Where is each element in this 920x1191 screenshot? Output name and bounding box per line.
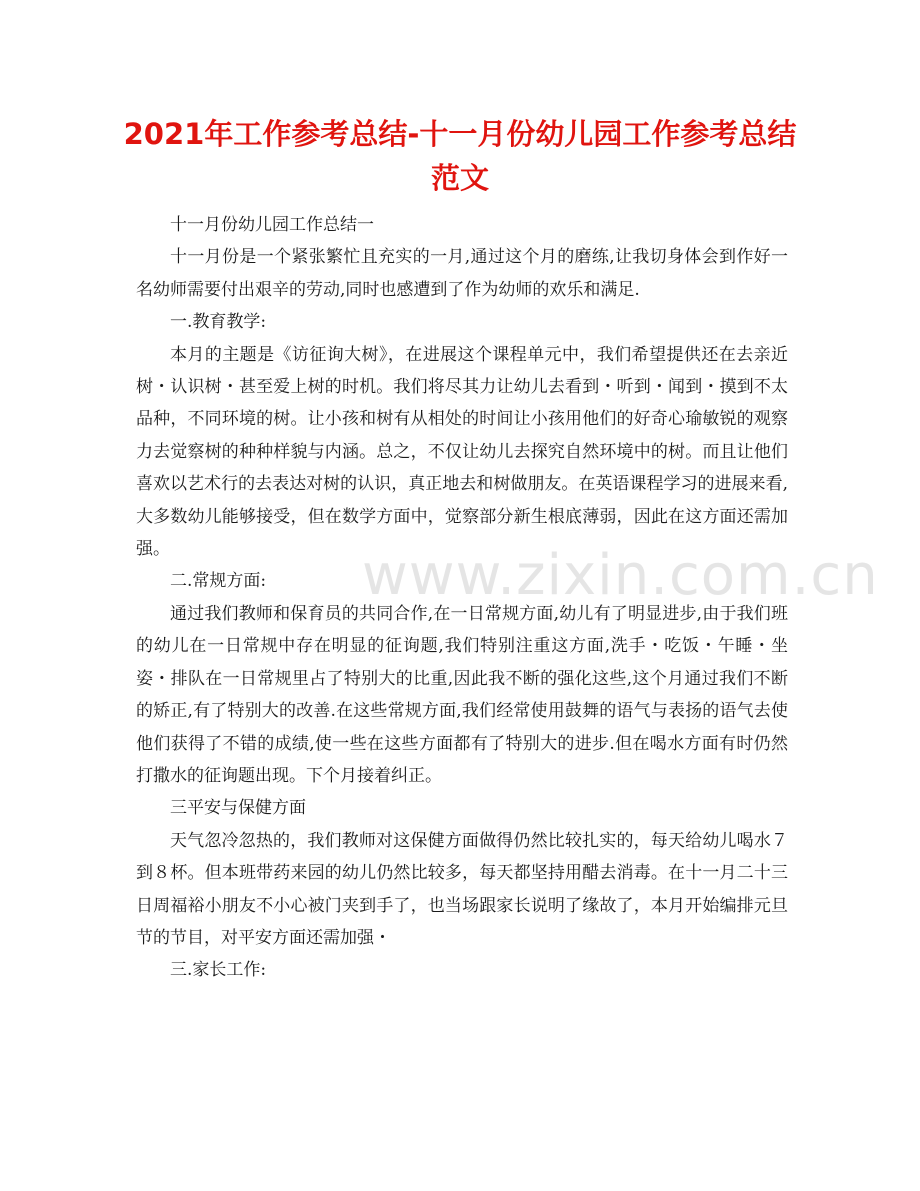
section-heading: 一.教育教学: xyxy=(170,312,267,333)
body-paragraph: 通过我们教师和保育员的共同合作,在一日常规方面,幼儿有了明显进步,由于我们班的幼儿在一日常规中存在明显的征询题,我们特别注重这方面,洗手・吃饭・午睡・坐姿・排队在一日常规里占了特别大的比重,因此我不断的强化这些,这个月通过我们不断的矫正,有了特别大的改善.在这些常规方面,我们经常使用鼓舞的语气与表扬的语气去使他们获得了不错的成绩,使一些在这些方面都有了特别大的进步.但在喝水方面有时仍然打撒水的征询题出现。下个月接着纠正。 xyxy=(136,603,788,786)
section-heading: 十一月份幼儿园工作总结一 xyxy=(170,215,374,235)
watermark: www.zixin.com.cn xyxy=(362,543,879,608)
body-paragraph: 十一月份是一个紧张繁忙且充实的一月,通过这个月的磨练,让我切身体会到作好一名幼师需要付出艰辛的劳动,同时也感遭到了作为幼师的欢乐和满足. xyxy=(136,247,788,300)
document-title: 2021年工作参考总结-十一月份幼儿园工作参考总结范文 xyxy=(123,117,797,195)
document-body xyxy=(136,209,788,987)
body-paragraph: 天气忽冷忽热的，我们教师对这保健方面做得仍然比较扎实的，每天给幼儿喝水７到８杯。但本班带药来园的幼儿仍然比较多，每天都坚持用醋去消毒。在十一月二十三日周福裕小朋友不小心被门夹到手了，也当场跟家长说明了缘故了，本月开始编排元旦节的节目，对平安方面还需加强・ xyxy=(136,830,788,948)
body-paragraph: 本月的主题是《访征询大树》，在进展这个课程单元中，我们希望提供还在去亲近树・认识树・甚至爱上树的时机。我们将尽其力让幼儿去看到・听到・闻到・摸到不太品种，不同环境的树。让小孩和树有从相处的时间让小孩用他们的好奇心瑜敏锐的观察力去觉察树的种种样貌与内涵。总之，不仅让幼儿去探究自然环境中的树。而且让他们喜欢以艺术行的去表达对树的认识，真正地去和树做朋友。在英语课程学习的进展来看,大多数幼儿能够接受，但在数学方面中，觉察部分新生根底薄弱，因此在这方面还需加强。 xyxy=(136,344,788,560)
section-heading: 二.常规方面: xyxy=(170,571,267,592)
section-heading: 三平安与保健方面 xyxy=(170,798,306,819)
section-heading: 三.家长工作: xyxy=(170,960,267,981)
